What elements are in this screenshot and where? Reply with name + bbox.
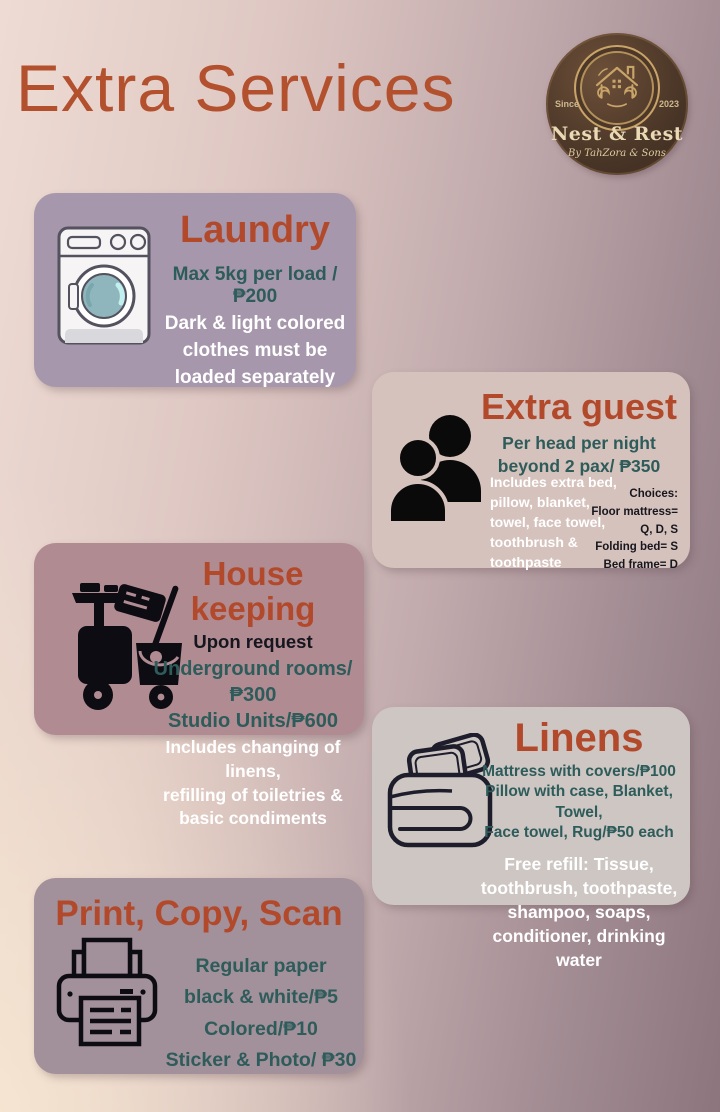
- extra-guest-price-line: Per head per night: [502, 432, 656, 453]
- linens-title: Linens: [514, 716, 644, 760]
- housekeeping-card-content: [146, 557, 360, 831]
- extra-guest-choices-line: Choices:: [629, 488, 678, 500]
- extra-guest-card: [372, 372, 690, 572]
- logo-gold-ring: [574, 45, 660, 131]
- linens-note-line: shampoo, soaps,: [507, 902, 651, 923]
- print-price-line: Regular paper: [195, 955, 327, 977]
- extra-guest-includes-line: Includes extra bed,: [490, 474, 617, 490]
- logo-byline: By TahZora & Sons: [568, 148, 666, 159]
- laundry-note-line: clothes must be: [182, 339, 328, 361]
- printer-icon: [54, 936, 160, 1053]
- housekeeping-note-line: Includes changing of linens,: [165, 737, 341, 781]
- extra-guest-price: [476, 432, 682, 478]
- linens-price-line: Mattress with covers/₱100: [482, 763, 676, 780]
- logo-year: 2023: [658, 99, 679, 109]
- two-people-icon: [388, 410, 484, 529]
- print-copy-scan-card: [34, 878, 364, 1074]
- print-price-line: Sticker & Photo/ ₱30: [165, 1049, 357, 1072]
- housekeeping-card: [34, 543, 364, 829]
- housekeeping-note-line: basic condiments: [179, 808, 327, 829]
- nest-and-rest-logo: [546, 33, 688, 175]
- housekeeping-price: [146, 656, 360, 734]
- extra-guest-title: Extra guest: [480, 386, 678, 427]
- linens-card-content: [472, 717, 686, 973]
- print-price-line: black & white/₱5: [184, 986, 338, 1009]
- extra-guest-choices-line: Bed frame= D: [603, 559, 678, 572]
- extra-guest-includes-line: towel, face towel,: [490, 513, 606, 530]
- extra-guest-includes-line: pillow, blanket,: [490, 493, 590, 510]
- housekeeping-subtitle: Upon request: [193, 631, 313, 653]
- linens-price-line: Pillow with case, Blanket, Towel,: [485, 783, 673, 821]
- housekeeping-title: House keeping: [190, 555, 316, 627]
- extra-guest-choices: [573, 486, 678, 575]
- extra-guest-choices-line: Floor mattress=: [591, 505, 678, 518]
- laundry-title: Laundry: [180, 209, 330, 251]
- house-crest-icon: [588, 57, 646, 120]
- laundry-price: Max 5kg per load /₱200: [172, 263, 338, 307]
- print-price-list: [162, 954, 360, 1080]
- laundry-notes: [160, 311, 350, 392]
- linens-card: [372, 707, 690, 971]
- extra-guest-includes-line: toothpaste: [490, 553, 562, 570]
- housekeeping-notes: [146, 736, 360, 831]
- housekeeping-price-line: Studio Units/₱600: [167, 710, 339, 733]
- linens-price-line: Face towel, Rug/₱50 each: [484, 824, 674, 842]
- linens-note-line: toothbrush, toothpaste,: [480, 877, 678, 898]
- print-price-line: Colored/₱10: [204, 1017, 318, 1040]
- housekeeping-note-line: refilling of toiletries &: [163, 784, 343, 805]
- laundry-note-line: loaded separately: [174, 366, 336, 388]
- extra-guest-choices-line: Q, D, S: [640, 523, 678, 536]
- laundry-note-line: Dark & light colored: [164, 312, 346, 334]
- print-title: Print, Copy, Scan: [55, 894, 343, 933]
- logo-since-label: Since: [555, 99, 580, 109]
- housekeeping-price-line: Underground rooms/₱300: [153, 658, 353, 707]
- linens-note-line: conditioner, drinking water: [492, 926, 666, 971]
- linens-note-line: Free refill: Tissue,: [504, 853, 654, 874]
- extra-guest-choices-line: Folding bed= S: [595, 541, 678, 554]
- laundry-card: [34, 193, 356, 387]
- linens-notes: [472, 852, 686, 973]
- extra-guest-price-line: beyond 2 pax/ ₱350: [497, 455, 661, 476]
- logo-brand-name: Nest & Rest: [550, 123, 684, 145]
- linens-price: [472, 762, 686, 844]
- extra-guest-includes-line: toothbrush &: [490, 533, 578, 550]
- page-title: Extra Services: [16, 51, 456, 125]
- washing-machine-icon: [56, 225, 152, 352]
- extra-guest-card-content: [476, 388, 682, 477]
- laundry-card-content: [160, 211, 350, 392]
